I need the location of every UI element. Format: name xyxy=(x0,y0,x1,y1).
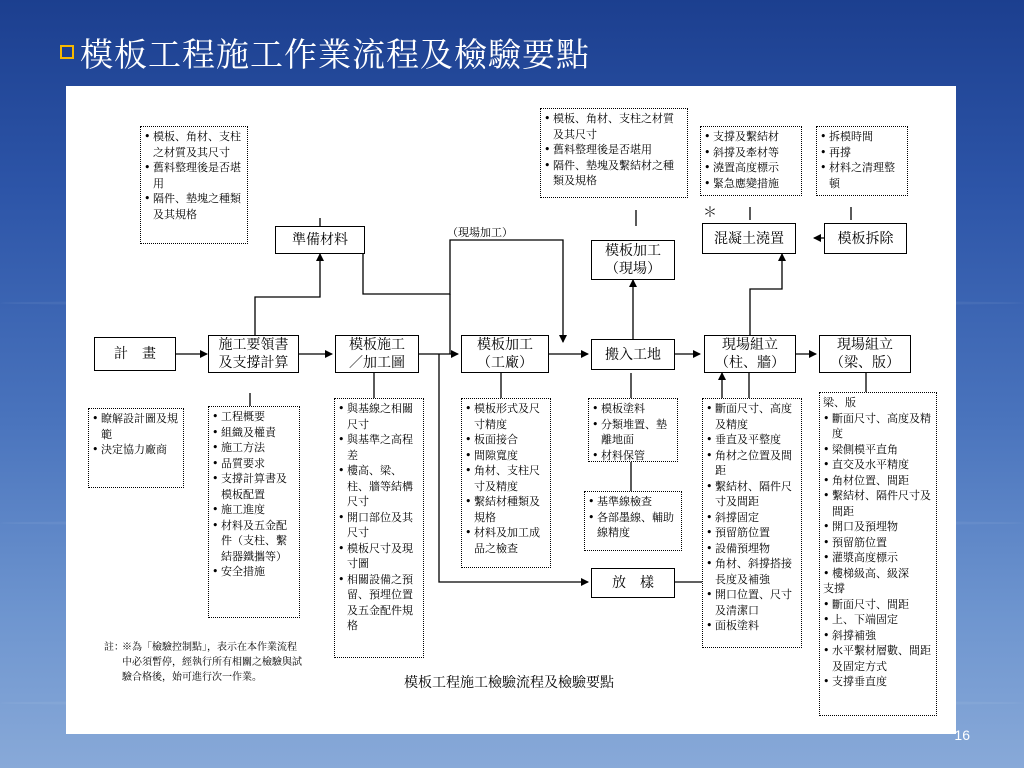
check-item: • 樓梯級高、級深 xyxy=(823,566,933,582)
node-label-line: （梁、版） xyxy=(830,355,900,371)
check-item: • 模板尺寸及現寸圖 xyxy=(338,541,420,572)
node-site-assembly-beam xyxy=(819,335,911,373)
check-item: • 間隙寬度 xyxy=(465,448,547,464)
check-item: • 再撐 xyxy=(820,145,904,161)
check-item: • 基準線檢查 xyxy=(588,494,678,510)
check-item: • 上、下端固定 xyxy=(823,612,933,628)
check-item: • 角材、支柱尺寸及精度 xyxy=(465,463,547,494)
node-formwork-drawing xyxy=(335,335,419,373)
node-construction-guide xyxy=(208,335,299,373)
check-item: • 開口及預埋物 xyxy=(823,519,933,535)
check-item: • 支撐及繫結材 xyxy=(704,129,798,145)
check-item: • 繫結材、隔件尺寸及間距 xyxy=(706,479,798,510)
check-item: • 工程概要 xyxy=(212,409,296,425)
check-item: • 面板塗料 xyxy=(706,618,798,634)
check-item: • 材料及五金配件（支柱、繫結器鐵攜等） xyxy=(212,518,296,565)
check-box-prepare-materials xyxy=(140,126,248,244)
check-item: • 板面接合 xyxy=(465,432,547,448)
page-number: 16 xyxy=(954,727,970,743)
check-item: • 安全措施 xyxy=(212,564,296,580)
node-label-line: （柱、牆） xyxy=(715,355,785,371)
note-text: ※為「檢驗控制點」，表示在本作業流程中必須暫停，經執行所有相關之檢驗與試驗合格後，始可進行次一作業。 xyxy=(122,642,302,683)
node-factory-processing xyxy=(461,335,549,373)
check-box-plan xyxy=(88,408,184,488)
check-box-formwork-drawing xyxy=(334,398,424,658)
check-item: • 角材、斜撐搭接長度及補強 xyxy=(706,556,798,587)
check-item: • 設備預埋物 xyxy=(706,541,798,557)
node-label-line: ／加工圖 xyxy=(349,355,405,371)
check-item: • 角材位置、間距 xyxy=(823,473,933,489)
diagram-panel xyxy=(66,86,956,734)
check-item: • 模板塗料 xyxy=(592,401,674,417)
check-item: • 繫結材、隔件尺寸及間距 xyxy=(823,488,933,519)
check-item: • 梁側模平直角 xyxy=(823,442,933,458)
check-box-transport-site xyxy=(588,398,678,462)
check-item: • 隔件、墊塊之種類及其規格 xyxy=(144,191,244,222)
node-formwork-removal xyxy=(824,223,907,254)
node-site-processing xyxy=(591,240,675,280)
check-box-site-processing xyxy=(540,108,688,198)
check-item: • 斷面尺寸、高度及精度 xyxy=(823,411,933,442)
check-item: • 樓高、梁、柱、牆等結構尺寸 xyxy=(338,463,420,510)
check-box-heading: 支撐 xyxy=(823,582,845,595)
check-item: • 施工進度 xyxy=(212,502,296,518)
check-item: • 灌漿高度標示 xyxy=(823,550,933,566)
check-item: • 與基線之相關尺寸 xyxy=(338,401,420,432)
check-item: • 角材之位置及間距 xyxy=(706,448,798,479)
check-box-site-assembly-beam xyxy=(819,392,937,716)
note-label: 註： xyxy=(104,642,124,653)
check-item: • 模板、角材、支柱之材質及其尺寸 xyxy=(144,129,244,160)
check-box-site-assembly-column xyxy=(702,398,802,648)
check-item: • 決定協力廠商 xyxy=(92,442,180,458)
check-item: • 斜撐及牽材等 xyxy=(704,145,798,161)
node-label-line: 模板加工 xyxy=(477,337,533,353)
check-item: • 斜撐補強 xyxy=(823,628,933,644)
check-item: • 相關設備之預留、預埋位置及五金配件規格 xyxy=(338,572,420,634)
check-item: • 隔件、墊塊及繫結材之種類及規格 xyxy=(544,158,684,189)
check-item: • 瞭解設計圖及規範 xyxy=(92,411,180,442)
node-transport-site-label: 搬入工地 xyxy=(605,346,661,363)
check-item: • 開口位置、尺寸及清潔口 xyxy=(706,587,798,618)
check-item: • 施工方法 xyxy=(212,440,296,456)
check-item: • 品質要求 xyxy=(212,456,296,472)
bullet-square-icon xyxy=(60,45,74,59)
onsite-processing-label: （現場加工） xyxy=(447,226,513,239)
slide-title-text: 模板工程施工作業流程及檢驗要點 xyxy=(80,34,590,74)
slide-title xyxy=(60,32,590,72)
check-item: • 舊料整理後是否堪用 xyxy=(144,160,244,191)
check-box-heading: 梁、版 xyxy=(823,396,856,409)
check-item: • 與基準之高程差 xyxy=(338,432,420,463)
check-item: • 材料及加工成品之檢查 xyxy=(465,525,547,556)
node-concrete-pouring-label: 混凝土澆置 xyxy=(714,230,784,247)
node-prepare-materials xyxy=(275,226,365,254)
diagram-note xyxy=(104,640,304,685)
check-item: • 緊急應變措施 xyxy=(704,176,798,192)
node-label-line: 現場組立 xyxy=(722,337,778,353)
check-item: • 模板、角材、支柱之材質及其尺寸 xyxy=(544,111,684,142)
node-label-line: 及支撐計算 xyxy=(218,355,289,371)
diagram-caption: 模板工程施工檢驗流程及檢驗要點 xyxy=(404,675,614,691)
check-item: • 垂直及平整度 xyxy=(706,432,798,448)
check-item: • 繫結材種類及規格 xyxy=(465,494,547,525)
node-plan xyxy=(94,337,176,371)
check-box-factory-processing xyxy=(461,398,551,568)
check-item: • 澆置高度標示 xyxy=(704,160,798,176)
check-item: • 斷面尺寸、間距 xyxy=(823,597,933,613)
check-item: • 組織及權責 xyxy=(212,425,296,441)
check-item: • 支撐計算書及模板配置 xyxy=(212,471,296,502)
node-label-line: 模板施工 xyxy=(349,337,405,353)
node-label-line: （現場） xyxy=(605,261,661,277)
node-label-line: 施工要領書 xyxy=(218,337,289,353)
check-item: • 斜撐固定 xyxy=(706,510,798,526)
check-box-construction-guide xyxy=(208,406,300,618)
node-layout xyxy=(591,568,675,598)
node-prepare-materials-label: 準備材料 xyxy=(292,232,348,248)
node-plan-label: 計 畫 xyxy=(114,346,156,362)
node-label-line: 現場組立 xyxy=(837,337,893,353)
check-item: • 分類堆置、墊離地面 xyxy=(592,417,674,448)
check-item: • 舊料整理後是否堪用 xyxy=(544,142,684,158)
node-concrete-pouring xyxy=(702,223,796,254)
check-item: • 拆模時間 xyxy=(820,129,904,145)
node-layout-label: 放 樣 xyxy=(612,575,654,591)
node-site-assembly-column xyxy=(704,335,796,373)
node-transport-site xyxy=(591,339,675,370)
node-label-line: （工廠） xyxy=(477,355,533,371)
check-item: • 預留筋位置 xyxy=(823,535,933,551)
check-item: • 直交及水平精度 xyxy=(823,457,933,473)
check-item: • 開口部位及其尺寸 xyxy=(338,510,420,541)
check-item: • 預留筋位置 xyxy=(706,525,798,541)
check-item: • 材料之清理整頓 xyxy=(820,160,904,191)
check-box-layout xyxy=(584,491,682,551)
check-item: • 模板形式及尺寸精度 xyxy=(465,401,547,432)
checkpoint-asterisk: ＊ xyxy=(703,205,717,221)
check-item: • 支撐垂直度 xyxy=(823,674,933,690)
check-box-concrete-pouring xyxy=(700,126,802,196)
check-item: • 各部墨線、輔助線精度 xyxy=(588,510,678,541)
check-box-formwork-removal xyxy=(816,126,908,196)
node-label-line: 模板加工 xyxy=(605,243,661,259)
check-item: • 斷面尺寸、高度及精度 xyxy=(706,401,798,432)
node-formwork-removal-label: 模板拆除 xyxy=(837,230,894,247)
check-item: • 材料保管 xyxy=(592,448,674,464)
check-item: • 水平繫材層數、間距及固定方式 xyxy=(823,643,933,674)
